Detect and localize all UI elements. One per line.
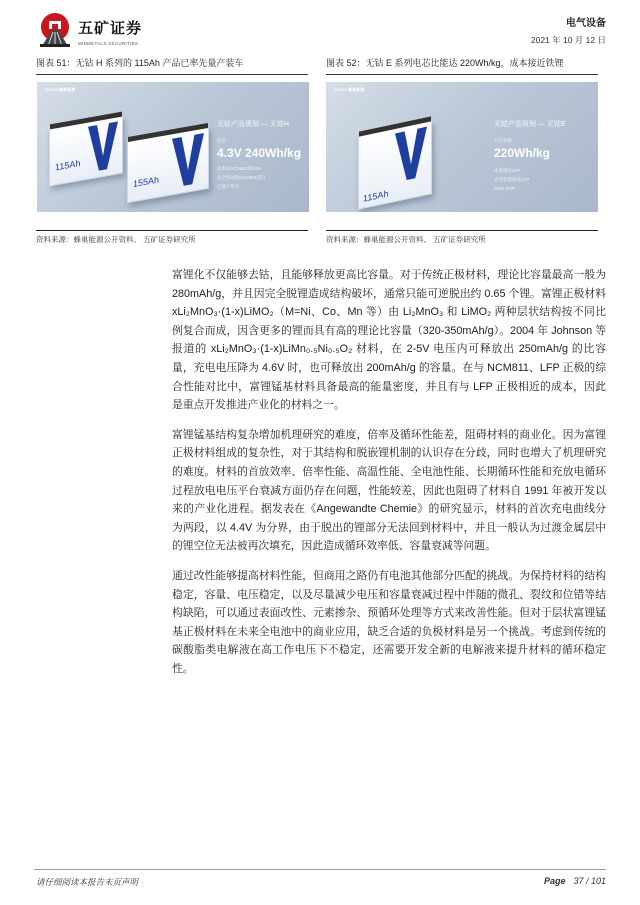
- image-headline: 4.3V 240Wh/kg: [217, 146, 302, 160]
- page-number: 37 / 101: [573, 876, 606, 886]
- image-note: 安全性能较NCM811提升: [217, 175, 266, 180]
- page-label: Page: [543, 876, 566, 886]
- image-note: 已量产装车: [217, 184, 240, 189]
- battery-cell-155ah: [127, 127, 209, 203]
- footer-divider: [34, 869, 606, 870]
- v-logo-icon: [172, 133, 204, 189]
- image-title: 无钴产品规划 — 无钴E: [494, 121, 566, 128]
- image-note: 成本较NCM811降10%: [217, 166, 262, 171]
- image-title: 无钴产品规划 — 无钴H: [217, 121, 289, 128]
- v-logo-icon: [395, 126, 427, 183]
- brand-name-english: MINMETALS SECURITIES: [78, 41, 139, 46]
- cell-capacity-label: 155Ah: [133, 174, 160, 190]
- image-note: 2023 SOP: [494, 186, 515, 191]
- battery-cell-115ah: [49, 115, 123, 186]
- figure-51-caption: 图表 51：无钴 H 系列的 115Ah 产品已率先量产装车: [36, 58, 308, 75]
- image-note: 安全性能接近LFP: [494, 177, 530, 182]
- figure-51-image: [37, 82, 309, 212]
- figure-52-source: 资料来源：蜂巢能源公开资料、 五矿证券研究所: [326, 230, 598, 244]
- footer-disclaimer: 请仔细阅读本报告末页声明: [36, 877, 139, 887]
- figure-51-source: 资料来源：蜂巢能源公开资料、 五矿证券研究所: [36, 230, 308, 244]
- image-brand-tag: SVOLT 蜂巢能源: [334, 87, 365, 92]
- paragraph: 富锂锰基结构复杂增加机理研究的难度，倍率及循环性能差，阻碍材料的商业化。因为富锂正极材料组成的复杂性，对于其结构和脱嵌锂机制的认识存在分歧，同时也增大了机理研究的难度。材料的首放效率、倍率性能、高温性能、全电池性能、长期循环性能和充放电循环过程放电电压平台衰减方面仍存在问题，性能较差，因此也阻碍了材料自 1991 年被开发以来的产业化进程。据发表在《Angewandte Chemie》的研究显示，材料的首次充电曲线分为两段，以 4.4V 为分界，由于脱出的锂部分无法回到材料中，并且一般认为过渡金属层中的锂空位无法被再次填充，因此造成循环效率低、容量衰减等问题。: [172, 428, 606, 553]
- image-note: 成本接近LFP: [494, 168, 521, 173]
- image-headline: 220Wh/kg: [494, 146, 551, 160]
- image-subtitle: 电芯: [217, 138, 226, 143]
- image-subtitle: 目前突破: [494, 138, 512, 143]
- report-date: 2021 年 10 月 12 日: [530, 35, 606, 45]
- report-sector: 电气设备: [566, 18, 606, 29]
- v-logo-icon: [88, 121, 118, 172]
- figure-52-caption: 图表 52：无钴 E 系列电芯比能达 220Wh/kg，成本接近铁锂: [326, 58, 598, 75]
- battery-cell-115ah: [358, 120, 432, 210]
- page-indicator: [544, 876, 606, 887]
- company-logo: [38, 12, 72, 48]
- cell-capacity-label: 115Ah: [363, 188, 389, 204]
- brand-name: 五矿证券: [78, 20, 143, 37]
- image-brand-tag: SVOLT 蜂巢能源: [45, 87, 76, 92]
- body-text: [172, 266, 606, 689]
- cell-capacity-label: 115Ah: [55, 157, 81, 173]
- paragraph: 通过改性能够提高材料性能，但商用之路仍有电池其他部分匹配的挑战。为保持材料的结构稳定，容量、电压稳定，以及尽量减少电压和容量衰减过程中伴随的微孔、裂纹和位错等结构缺陷，可以通过表面改性、元素掺杂、预循环处理等方式来改善性能。但对于层状富锂锰基正极材料在未来全电池中的商业应用，缺乏合适的负极材料是另一个挑战。考虑到传统的碳酸脂类电解液在高工作电压下不稳定，还需要开发全新的电解液来提升材料的循环稳定性。: [172, 569, 606, 675]
- paragraph: 富锂化不仅能够去钴，且能够释放更高比容量。对于传统正极材料，理论比容量最高一般为 280mAh/g，并且因完全脱锂造成结构破坏，通常只能可逆脱出约 0.65 个锂。富锂正极材料 xLi₂MnO₃·(1-x)LiMO₂（M=Ni、Co、Mn 等）由 Li₂MnO₃ 和 LiMO₂ 两种层状结构按不同比例复合而成，因含更多的锂而具有高的理论比容量（320-350mAh/g）。2004 年 Johnson 等报道的 xLi₂MnO₃·(1-x)LiMn₀.₅Ni₀.₅O₂ 材料，在 2-5V 电压内可释放出 250mAh/g 的比容量，充电电压降为 4.6V 时，也可释放出 200mAh/g 的容量。在与 NCM811、LFP 正极的综合性能对比中，富锂锰基材料具备最高的能量密度，并且有与 LFP 正极相近的成本，因此是重点开发推进产业化的材料之一。: [172, 269, 606, 412]
- figure-52-image: [326, 82, 598, 212]
